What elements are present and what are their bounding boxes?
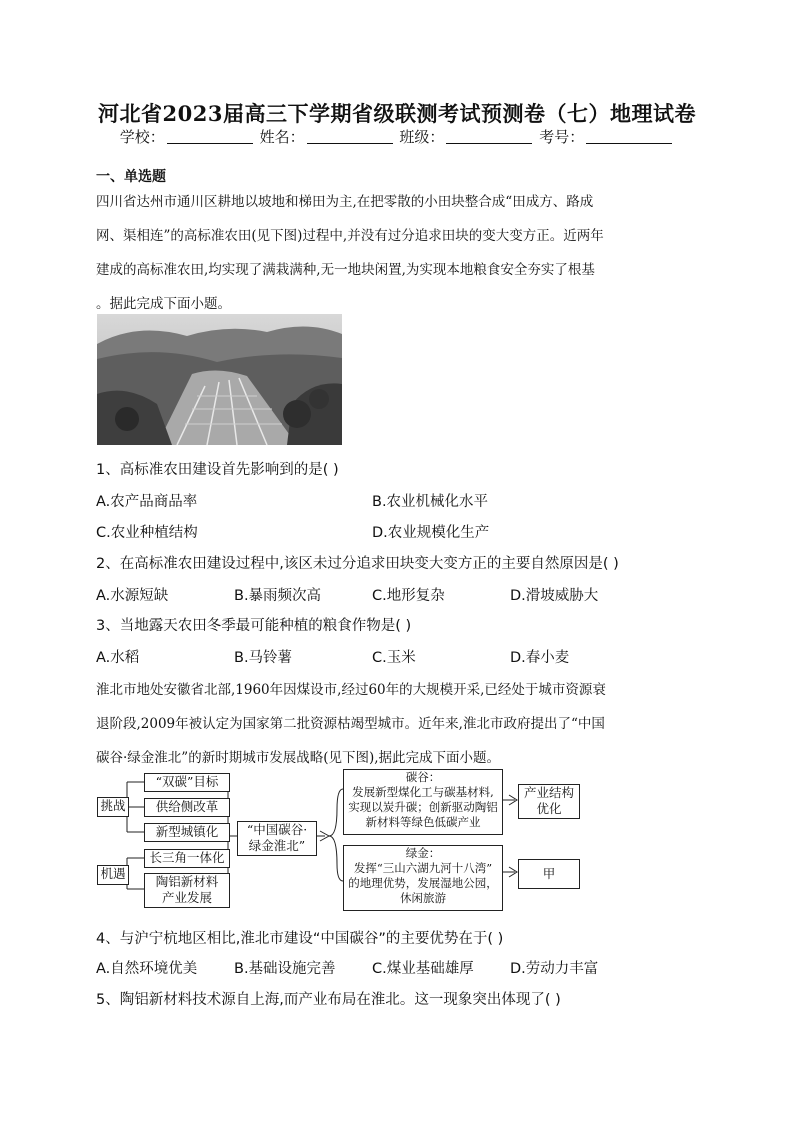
option-d[interactable]: D.劳动力丰富 (510, 961, 599, 977)
student-info-row (0, 126, 794, 147)
option-b[interactable]: B.基础设施完善 (234, 961, 336, 977)
option-b[interactable]: B.农业机械化水平 (372, 494, 489, 510)
question-2: 2、在高标准农田建设过程中,该区未过分追求田块变大变方正的主要自然原因是( ) (96, 556, 619, 572)
carbon-valley-line1: 发展新型煤化工与碳基材料, (352, 785, 494, 799)
option-a[interactable]: A.水源短缺 (96, 588, 169, 604)
exam-number-label: 考号： (539, 128, 585, 146)
passage-1 (96, 185, 700, 321)
passage-1-line: 四川省达州市通川区耕地以坡地和梯田为主,在把零散的小田块整合成“田成方、路成 (96, 194, 594, 210)
option-c[interactable]: C.煤业基础雄厚 (372, 961, 474, 977)
industry-optimization-line2: 优化 (536, 801, 562, 816)
question-1: 1、高标准农田建设首先影响到的是( ) (96, 462, 339, 478)
supply-side-box: 供给侧改革 (144, 798, 230, 817)
section-title: 一、单选题 (96, 169, 166, 185)
class-blank[interactable] (446, 143, 532, 144)
industry-optimization-box (518, 784, 580, 819)
result-jia-box: 甲 (518, 859, 580, 889)
strategy-center-box (237, 821, 317, 856)
green-gold-line1: 发挥“三山六湖九河十八湾” (353, 861, 493, 875)
option-a[interactable]: A.水稻 (96, 650, 140, 666)
ceramic-aluminum-line2: 产业发展 (161, 890, 212, 905)
carbon-valley-title: 碳谷： (405, 770, 441, 784)
green-gold-line2: 的地理优势，发展湿地公园， (348, 876, 498, 890)
option-b[interactable]: B.马铃薯 (234, 650, 293, 666)
option-d[interactable]: D.农业规模化生产 (372, 525, 490, 541)
dual-carbon-box: “双碳”目标 (144, 773, 230, 792)
option-c[interactable]: C.农业种植结构 (96, 525, 198, 541)
passage-2-line: 退阶段,2009年被认定为国家第二批资源枯竭型城市。近年来,淮北市政府提出了“中国 (96, 716, 605, 732)
challenge-box: 挑战 (97, 797, 129, 817)
option-c[interactable]: C.地形复杂 (372, 588, 445, 604)
opportunity-box: 机遇 (97, 865, 129, 885)
passage-2 (96, 673, 700, 775)
question-3: 3、当地露天农田冬季最可能种植的粮食作物是( ) (96, 618, 412, 634)
exam-title: 河北省2023届高三下学期省级联测考试预测卷（七）地理试卷 (98, 101, 696, 126)
option-c[interactable]: C.玉米 (372, 650, 416, 666)
yangtze-delta-box: 长三角一体化 (144, 849, 230, 868)
strategy-center-line1: “中国碳谷· (246, 822, 308, 837)
green-gold-line3: 休闲旅游 (400, 891, 446, 905)
ceramic-aluminum-line1: 陶铝新材料 (155, 874, 219, 889)
question-5: 5、陶铝新材料技术源自上海,而产业布局在淮北。这一现象突出体现了( ) (96, 992, 561, 1008)
ceramic-aluminum-box (144, 873, 230, 908)
passage-1-line: 建成的高标准农田,均实现了满栽满种,无一地块闲置,为实现本地粮食安全夯实了根基 (96, 262, 595, 278)
strategy-center-line2: 绿金淮北” (248, 838, 306, 853)
carbon-valley-line3: 新材料等绿色低碳产业 (365, 815, 481, 829)
question-4: 4、与沪宁杭地区相比,淮北市建设“中国碳谷”的主要优势在于( ) (96, 931, 504, 947)
carbon-valley-line2: 实现以炭升碳；创新驱动陶铝 (348, 800, 498, 814)
carbon-valley-box (343, 769, 503, 835)
green-gold-title: 绿金： (405, 846, 441, 860)
farmland-photo (97, 314, 342, 445)
name-label: 姓名： (259, 128, 305, 146)
name-blank[interactable] (307, 143, 393, 144)
school-blank[interactable] (167, 143, 253, 144)
farmland-photo-drawing (97, 314, 342, 445)
passage-1-line: 网、渠相连”的高标准农田(见下图)过程中,并没有过分追求田块的变大变方正。近两年 (96, 228, 604, 244)
option-d[interactable]: D.滑坡威胁大 (510, 588, 599, 604)
option-b[interactable]: B.暴雨频次高 (234, 588, 322, 604)
option-a[interactable]: A.农产品商品率 (96, 494, 198, 510)
passage-2-line: 淮北市地处安徽省北部,1960年因煤设市,经过60年的大规模开采,已经处于城市资源衰 (96, 682, 606, 698)
option-a[interactable]: A.自然环境优美 (96, 961, 198, 977)
urbanization-box: 新型城镇化 (144, 823, 230, 842)
school-label: 学校： (119, 128, 165, 146)
option-d[interactable]: D.春小麦 (510, 650, 570, 666)
class-label: 班级： (399, 128, 445, 146)
industry-optimization-line1: 产业结构 (523, 785, 574, 800)
passage-2-line: 碳谷·绿金淮北”的新时期城市发展战略(见下图),据此完成下面小题。 (96, 750, 501, 766)
passage-1-line: 。据此完成下面小题。 (96, 296, 231, 312)
green-gold-box (343, 845, 503, 911)
strategy-diagram (97, 769, 581, 915)
exam-number-blank[interactable] (586, 143, 672, 144)
